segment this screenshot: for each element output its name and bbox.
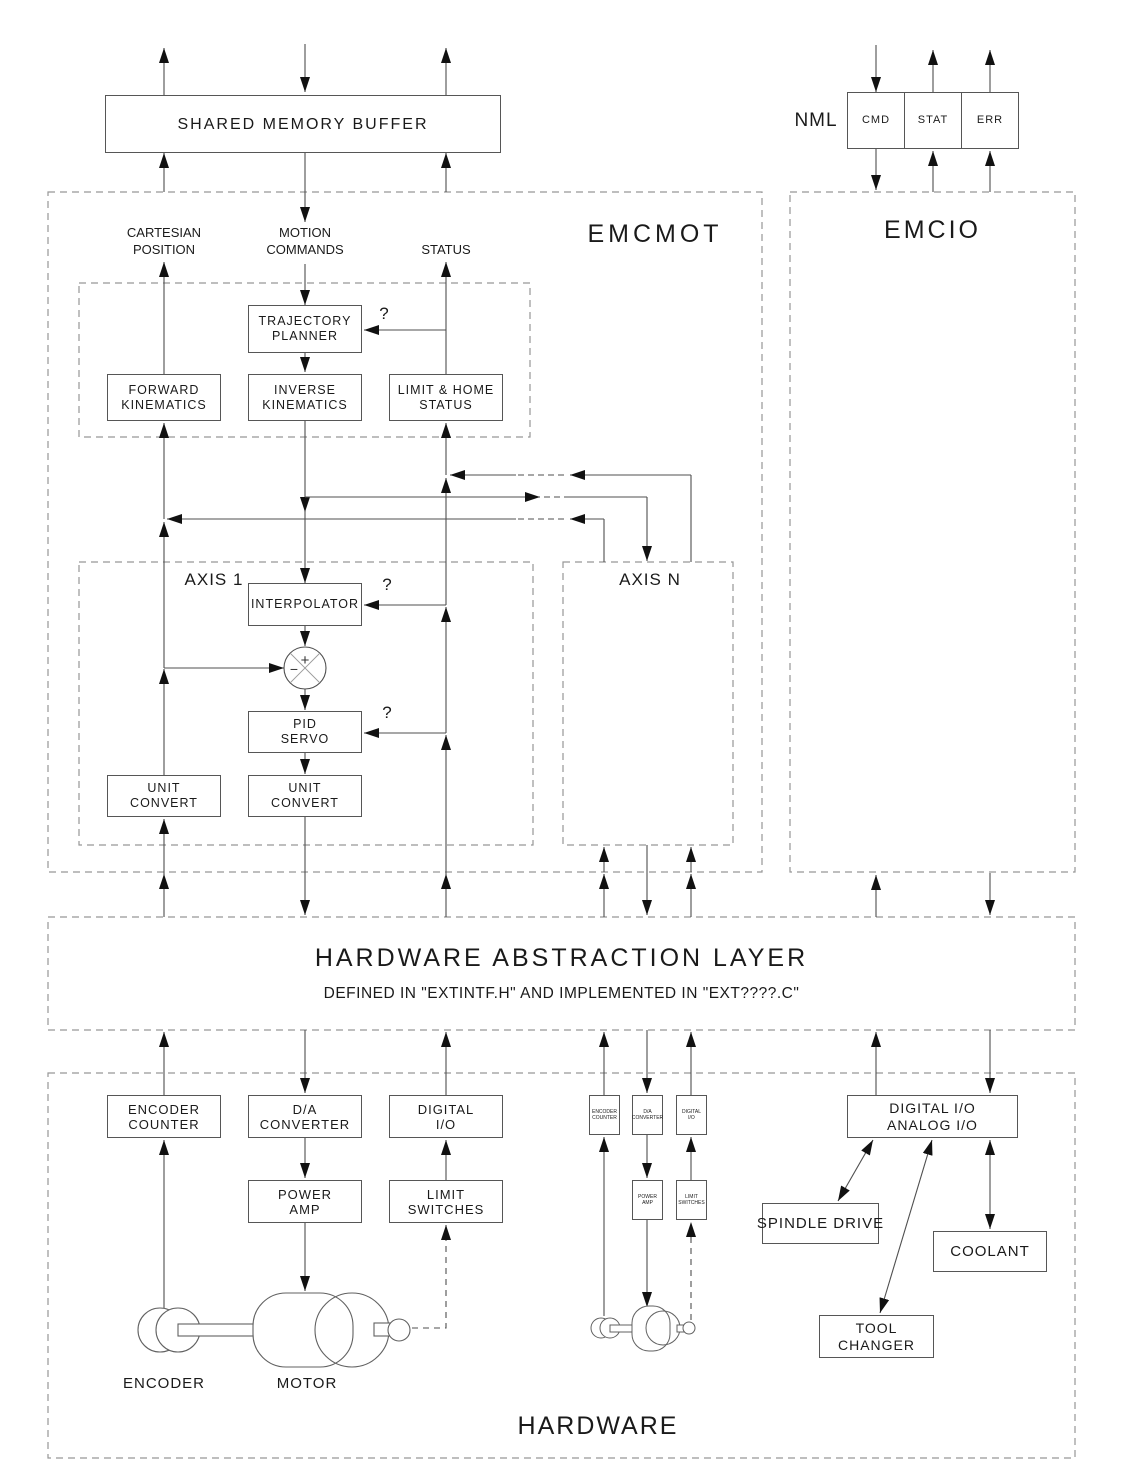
q-text-1: ? [379,304,389,323]
encoder-counter-box [107,1095,221,1138]
cartesian-line1: CARTESIAN [126,225,202,240]
cartesian-position-label [112,222,216,260]
q-text-2: ? [382,575,392,594]
hardware-title-text: HARDWARE [517,1411,679,1440]
emcmot-title [585,220,725,248]
emcmot-container [48,192,762,872]
emcio-text: EMCIO [884,215,981,244]
digital-io-box [389,1095,503,1138]
power-amp-line2: AMP [289,1201,321,1217]
spindle-drive-label: SPINDLE DRIVE [756,1215,885,1232]
axisn-label [608,570,692,590]
hal-title-text: HARDWARE ABSTRACTION LAYER [314,943,809,972]
summing-junction [284,647,326,689]
motor-shape [253,1293,353,1367]
small-da-line1: D/A [643,1108,652,1115]
axis1-text: AXIS 1 [184,570,244,589]
status-text: STATUS [421,241,471,257]
pid-line2: SERVO [280,732,330,746]
digital-io-line2: I/O [435,1116,457,1132]
emcmot-text: EMCMOT [587,219,723,248]
nml-text: NML [794,110,838,131]
limit-switches-line1: LIMIT [426,1186,466,1202]
q-text-3: ? [382,703,392,722]
unit-convert-right-box [248,775,362,817]
interpolator-box [248,583,362,626]
power-amp-line1: POWER [277,1186,333,1202]
unit-convert-left-box [107,775,221,817]
small-ec-line1: ENCODER [591,1108,617,1115]
encoder-caption [114,1374,214,1392]
unit-convert-left-line2: CONVERT [130,796,198,810]
hal-subtitle [48,983,1075,1005]
encoder-counter-small-box [589,1095,620,1135]
axis1-motor-assembly [138,1293,410,1367]
tool-changer-box [819,1315,934,1358]
nml-err-box [961,92,1019,149]
encoder-counter-line1: ENCODER [127,1101,200,1117]
nml-stat-box [904,92,962,149]
nml-stat-label: STAT [917,114,949,126]
shared-memory-buffer-label: SHARED MEMORY BUFFER [177,115,429,133]
limit-switches-line2: SWITCHES [407,1201,485,1217]
limit-switches-box [389,1180,503,1223]
hal-title [48,944,1075,972]
digital-io-line1: DIGITAL [417,1101,475,1117]
interpolator-label: INTERPOLATOR [250,597,360,611]
small-dio-line1: DIGITAL [681,1108,702,1115]
da-converter-line2: CONVERTER [259,1116,351,1132]
cartesian-line2: POSITION [132,242,196,257]
small-pa-line2: AMP [642,1200,653,1206]
status-label [396,240,496,258]
inverse-line2: KINEMATICS [262,397,348,412]
axisn-motor-assembly [591,1306,695,1351]
nml-cmd-box [847,92,905,149]
limit-home-status-box [389,374,503,421]
motion-commands-label [253,222,357,260]
encoder-caption-text: ENCODER [122,1374,205,1392]
unit-convert-right-line2: CONVERT [271,796,339,810]
emcio-title [790,216,1075,244]
hal-container [48,917,1075,1030]
pid-question-mark [375,702,399,724]
axisn-text: AXIS N [619,570,681,589]
small-ls-line1: LIMIT [685,1193,698,1200]
nml-err-label: ERR [976,114,1004,126]
hal-subtitle-text: DEFINED IN "EXTINTF.H" AND IMPLEMENTED IN "EXT????.C" [323,985,800,1002]
motor-caption-text: MOTOR [276,1374,338,1392]
tool-changer-line2: CHANGER [837,1336,915,1353]
power-amp-box [248,1180,362,1223]
inverse-line1: INVERSE [274,382,336,397]
sum-plus-sign: + [300,652,310,669]
da-converter-line1: D/A [292,1101,318,1117]
pid-servo-box [248,711,362,753]
coolant-label: COOLANT [950,1243,1030,1260]
da-converter-box [248,1095,362,1138]
axis1-label [176,570,252,590]
limit-switches-small-box [676,1180,707,1220]
motion-line1: MOTION [279,225,331,240]
pid-line1: PID [293,717,317,731]
limit-home-line1: LIMIT & HOME [397,382,495,397]
limit-home-line2: STATUS [419,397,473,412]
hardware-title [518,1412,678,1440]
motor-caption [257,1374,357,1392]
forward-line2: KINEMATICS [121,397,207,412]
da-converter-small-box [632,1095,663,1135]
trajectory-line2: PLANNER [271,329,339,343]
trajectory-line1: TRAJECTORY [258,314,352,328]
coolant-box [933,1231,1047,1272]
digital-analog-io-line1: DIGITAL I/O [889,1099,976,1116]
digital-io-small-box [676,1095,707,1135]
shared-memory-buffer-box [105,95,501,153]
unit-convert-left-line1: UNIT [147,781,181,795]
motion-line2: COMMANDS [266,242,344,257]
interpolator-question-mark [375,574,399,596]
forward-kinematics-box [107,374,221,421]
trajectory-planner-box [248,305,362,353]
spindle-drive-box [756,1203,885,1244]
small-ec-line2: COUNTER [592,1115,617,1121]
small-da-line2: CONVERTER [631,1115,664,1121]
axisn-container [563,562,733,845]
small-ls-line2: SWITCHES [678,1200,705,1206]
unit-convert-right-line1: UNIT [288,781,322,795]
digital-analog-io-line2: ANALOG I/O [887,1116,978,1133]
nml-label [790,110,842,132]
nml-cmd-label: CMD [861,114,891,126]
digital-analog-io-box [847,1095,1018,1138]
trajectory-question-mark [372,303,396,325]
small-dio-line2: I/O [688,1115,695,1121]
forward-line1: FORWARD [128,382,200,397]
sum-minus-sign: − [289,661,299,677]
encoder-counter-line2: COUNTER [128,1116,200,1132]
power-amp-small-box [632,1180,663,1220]
emcio-container [790,192,1075,872]
tool-changer-line1: TOOL [855,1319,898,1336]
small-motor-shape [632,1306,670,1351]
small-pa-line1: POWER [638,1193,657,1200]
inverse-kinematics-box [248,374,362,421]
